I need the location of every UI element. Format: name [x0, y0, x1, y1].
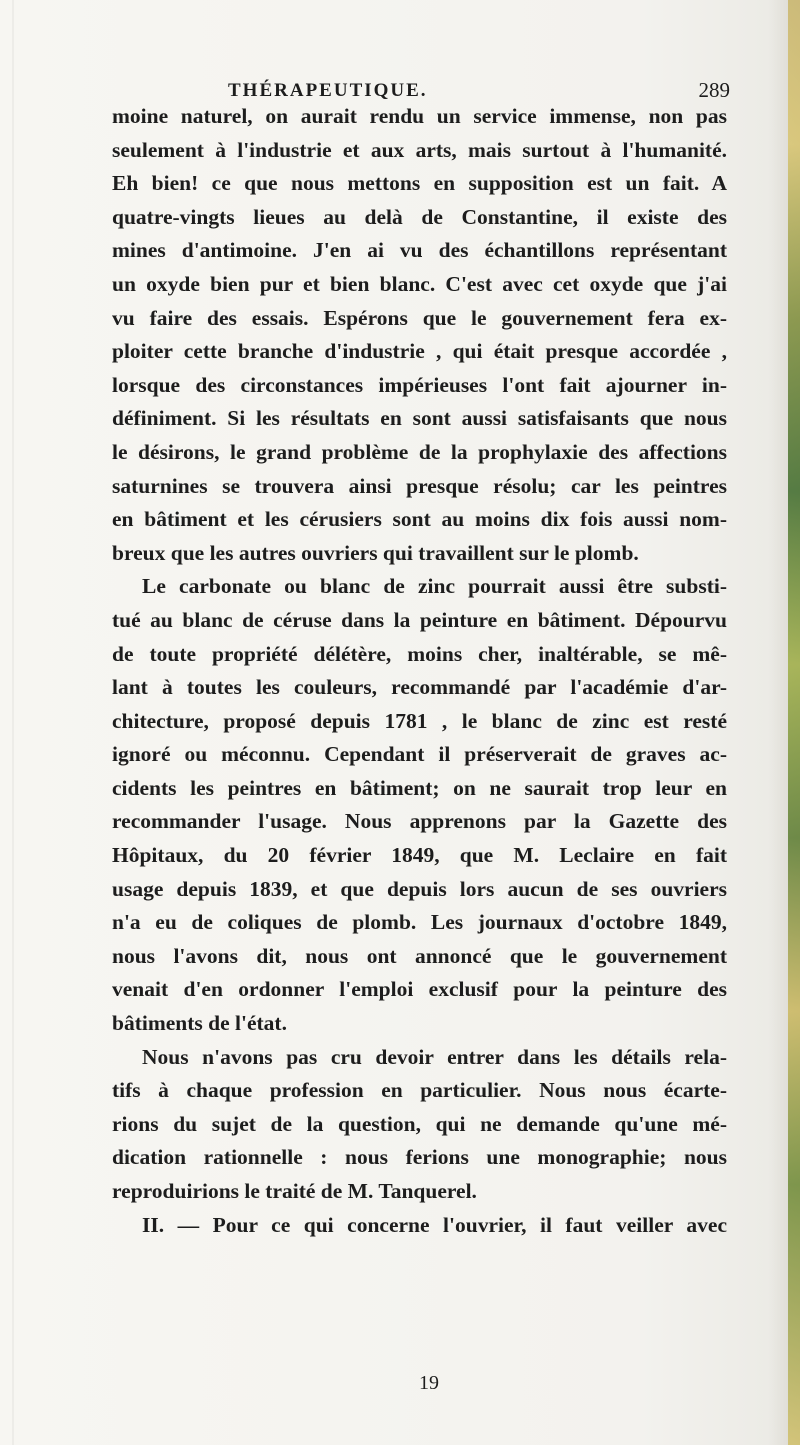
text-line: un oxyde bien pur et bien blanc. C'est avec cet oxyde que j'ai — [112, 271, 727, 296]
text-line: Eh bien! ce que nous mettons en supposition est un fait. A — [112, 171, 727, 196]
text-line: rions du sujet de la question, qui ne demande qu'une mé- — [112, 1111, 727, 1136]
page-gutter — [12, 0, 14, 1445]
text-line: n'a eu de coliques de plomb. Les journaux d'octobre 1849, — [112, 910, 727, 935]
text-line: saturnines se trouvera ainsi presque résolu; car les peintres — [112, 473, 727, 498]
text-line: définiment. Si les résultats en sont aussi satisfaisants que nous — [112, 406, 727, 431]
text-line: Hôpitaux, du 20 février 1849, que M. Leclaire en fait — [112, 843, 727, 868]
text-line: seulement à l'industrie et aux arts, mais surtout à l'humanité. — [112, 137, 727, 162]
text-line: vu faire des essais. Espérons que le gouvernement fera ex- — [112, 305, 727, 330]
text-line: II. — Pour ce qui concerne l'ouvrier, il faut veiller avec — [142, 1212, 727, 1237]
text-line: mines d'antimoine. J'en ai vu des échantillons représentant — [112, 238, 727, 263]
text-line: cidents les peintres en bâtiment; on ne saurait trop leur en — [112, 775, 727, 800]
text-line: Nous n'avons pas cru devoir entrer dans les détails rela- — [142, 1044, 727, 1069]
text-line: chitecture, proposé depuis 1781 , le blanc de zinc est resté — [112, 708, 727, 733]
text-line: lant à toutes les couleurs, recommandé par l'académie d'ar- — [112, 675, 727, 700]
page-number: 289 — [698, 78, 730, 102]
text-line: moine naturel, on aurait rendu un service immense, non pas — [112, 104, 727, 128]
signature-mark: 19 — [419, 1372, 439, 1394]
body-text — [112, 100, 727, 1242]
text-line: de toute propriété délétère, moins cher, inaltérable, se mê- — [112, 641, 727, 666]
text-line: en bâtiment et les cérusiers sont au moins dix fois aussi nom- — [112, 507, 727, 532]
text-line: ploiter cette branche d'industrie , qui était presque accordée , — [112, 339, 727, 364]
text-line: venait d'en ordonner l'emploi exclusif pour la peinture des — [112, 977, 727, 1002]
text-line: tifs à chaque profession en particulier. Nous nous écarte- — [112, 1078, 727, 1103]
text-line: usage depuis 1839, et que depuis lors aucun de ses ouvriers — [112, 876, 727, 901]
text-line: Le carbonate ou blanc de zinc pourrait aussi être substi- — [142, 574, 727, 599]
text-line: reproduirions le traité de M. Tanquerel. — [112, 1179, 477, 1203]
text-line: bâtiments de l'état. — [112, 1011, 287, 1036]
page-edge — [788, 0, 800, 1445]
text-line: tué au blanc de céruse dans la peinture en bâtiment. Dépourvu — [112, 607, 727, 632]
text-line: ignoré ou méconnu. Cependant il préserverait de graves ac- — [112, 742, 727, 767]
text-line: lorsque des circonstances impérieuses l'ont fait ajourner in- — [112, 372, 727, 397]
text-line: dication rationnelle : nous ferions une monographie; nous — [112, 1145, 727, 1170]
text-line: breux que les autres ouvriers qui travaillent sur le plomb. — [112, 540, 639, 565]
text-line: le désirons, le grand problème de la prophylaxie des affections — [112, 439, 727, 464]
text-line: recommander l'usage. Nous apprenons par la Gazette des — [112, 809, 727, 834]
running-title: THÉRAPEUTIQUE. — [228, 80, 428, 101]
text-line: quatre-vingts lieues au delà de Constantine, il existe des — [112, 204, 727, 229]
text-line: nous l'avons dit, nous ont annoncé que le gouvernement — [112, 943, 727, 968]
